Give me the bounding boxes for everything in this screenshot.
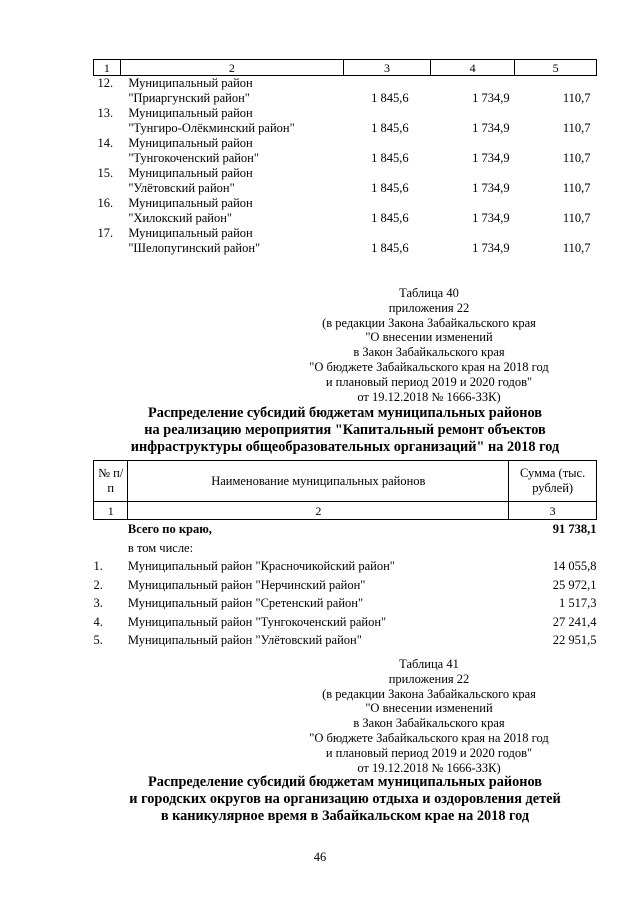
amount: 1 517,3	[559, 596, 597, 610]
caption-line: в Закон Забайкальского края	[353, 345, 505, 360]
district-name: "Тунгокоченский район"	[128, 151, 259, 165]
district-type: Муниципальный район	[128, 136, 253, 150]
district-name: "Хилокский район"	[128, 211, 233, 225]
row-index: 16.	[97, 196, 114, 210]
value-col3: 1 845,6	[371, 91, 409, 105]
caption-line: "О внесении изменений	[365, 701, 493, 716]
table-row	[94, 226, 597, 241]
table-row	[94, 76, 597, 92]
title-line: инфраструктуры общеобразовательных организаций" на 2018 год	[130, 439, 560, 455]
amount: 14 055,8	[552, 559, 597, 573]
amount: 27 241,4	[552, 614, 597, 629]
district-name: "Шелопугинский район"	[128, 241, 261, 255]
table-row	[94, 91, 597, 106]
table-41-title	[80, 774, 610, 825]
value-col4: 1 734,9	[472, 241, 510, 255]
value-col3: 1 845,6	[371, 151, 409, 165]
column-number: 4	[431, 60, 515, 76]
table-row	[94, 631, 597, 650]
table-continuation	[93, 59, 597, 256]
column-number: 1	[94, 60, 121, 76]
value-col5: 110,7	[562, 181, 591, 195]
caption-line: и плановый период 2019 и 2020 годов"	[325, 374, 533, 389]
caption-line: "О бюджете Забайкальского края на 2018 год	[309, 359, 549, 374]
table-row	[94, 576, 597, 595]
value-col4: 1 734,9	[472, 121, 510, 135]
total-value: 91 738,1	[552, 522, 597, 536]
district-name: "Тунгиро-Олёкминский район"	[128, 121, 295, 135]
row-index: 1.	[93, 559, 103, 573]
column-number: 3	[509, 502, 597, 520]
caption-line: "О внесении изменений	[365, 330, 493, 345]
value-col3: 1 845,6	[371, 121, 409, 135]
district-type: Муниципальный район	[128, 226, 253, 240]
value-col3: 1 845,6	[371, 241, 409, 255]
row-index: 4.	[93, 614, 103, 629]
header-amount: Сумма (тыс. рублей)	[509, 461, 597, 502]
table-row	[94, 613, 597, 632]
district-name: Муниципальный район "Красночикойский район"	[127, 559, 395, 573]
title-line: Распределение субсидий бюджетам муниципальных районов	[147, 774, 542, 790]
title-line: и городских округов на организацию отдыха и оздоровления детей	[129, 791, 561, 807]
header-number: № п/п	[94, 461, 128, 502]
row-index: 14.	[97, 136, 114, 150]
caption-line: (в редакции Закона Забайкальского края	[322, 315, 536, 330]
row-index: 15.	[97, 166, 114, 180]
table-row	[94, 211, 597, 226]
table-row	[94, 121, 597, 136]
title-line: в каникулярное время в Забайкальском крае на 2018 год	[160, 808, 530, 824]
value-col4: 1 734,9	[472, 151, 510, 165]
value-col5: 110,7	[562, 151, 591, 165]
district-type: Муниципальный район	[128, 166, 253, 180]
column-number: 1	[94, 502, 128, 520]
row-index: 17.	[97, 226, 114, 240]
header-district-name: Наименование муниципальных районов	[128, 461, 509, 502]
total-row	[94, 520, 597, 539]
value-col3: 1 845,6	[371, 211, 409, 225]
value-col3: 1 845,6	[371, 181, 409, 195]
row-index: 13.	[97, 106, 114, 120]
table-40-title	[80, 405, 610, 456]
district-name: Муниципальный район "Тунгокоченский район"	[127, 614, 387, 629]
amount: 22 951,5	[552, 633, 597, 647]
district-name: Муниципальный район "Улётовский район"	[127, 633, 362, 647]
column-number: 2	[120, 60, 343, 76]
value-col4: 1 734,9	[472, 181, 510, 195]
table-row	[94, 106, 597, 121]
table-40	[93, 460, 597, 650]
table-header	[94, 461, 597, 502]
district-name: "Улётовский район"	[128, 181, 235, 195]
district-name: "Приаргунский район"	[128, 91, 250, 105]
table-row	[94, 557, 597, 576]
caption-line: от 19.12.2018 № 1666-ЗЗК)	[357, 760, 501, 775]
value-col5: 110,7	[562, 121, 591, 135]
value-col4: 1 734,9	[472, 211, 510, 225]
district-type: Муниципальный район	[128, 76, 253, 90]
table-40-caption	[295, 286, 563, 404]
column-number: 5	[515, 60, 597, 76]
page-number: 46	[313, 850, 327, 864]
table-column-numbers	[94, 60, 597, 76]
caption-line: и плановый период 2019 и 2020 годов"	[325, 745, 533, 760]
caption-line: (в редакции Закона Забайкальского края	[322, 686, 536, 701]
column-number: 3	[343, 60, 430, 76]
table-column-numbers	[94, 502, 597, 520]
title-line: Распределение субсидий бюджетам муниципальных районов	[147, 405, 542, 421]
value-col5: 110,7	[562, 241, 591, 255]
column-number: 2	[128, 502, 509, 520]
table-row	[94, 151, 597, 166]
caption-line: "О бюджете Забайкальского края на 2018 год	[309, 730, 549, 745]
caption-line: приложения 22	[388, 671, 470, 686]
table-row	[94, 181, 597, 196]
total-label: Всего по краю,	[127, 522, 212, 536]
district-name: Муниципальный район "Сретенский район"	[127, 596, 364, 610]
table-41-caption	[295, 657, 563, 775]
row-index: 12.	[97, 76, 114, 90]
table-row	[94, 241, 597, 256]
caption-line: от 19.12.2018 № 1666-ЗЗК)	[357, 389, 501, 404]
value-col5: 110,7	[562, 211, 591, 225]
row-index: 5.	[93, 633, 103, 647]
caption-line: в Закон Забайкальского края	[353, 716, 505, 731]
table-row	[94, 196, 597, 211]
caption-line: Таблица 41	[399, 657, 459, 671]
amount: 25 972,1	[552, 577, 597, 592]
row-index: 2.	[93, 577, 103, 592]
district-name: Муниципальный район "Нерчинский район"	[127, 577, 366, 592]
caption-line: Таблица 40	[399, 286, 459, 300]
value-col4: 1 734,9	[472, 91, 510, 105]
caption-line: приложения 22	[388, 300, 470, 315]
title-line: на реализацию мероприятия "Капитальный ремонт объектов	[144, 422, 546, 438]
district-type: Муниципальный район	[128, 106, 253, 120]
table-row	[94, 166, 597, 181]
district-type: Муниципальный район	[128, 196, 253, 210]
including-label: в том числе:	[127, 540, 194, 555]
table-row	[94, 594, 597, 613]
including-row	[94, 539, 597, 558]
row-index: 3.	[93, 596, 103, 610]
table-row	[94, 136, 597, 151]
value-col5: 110,7	[562, 91, 591, 105]
